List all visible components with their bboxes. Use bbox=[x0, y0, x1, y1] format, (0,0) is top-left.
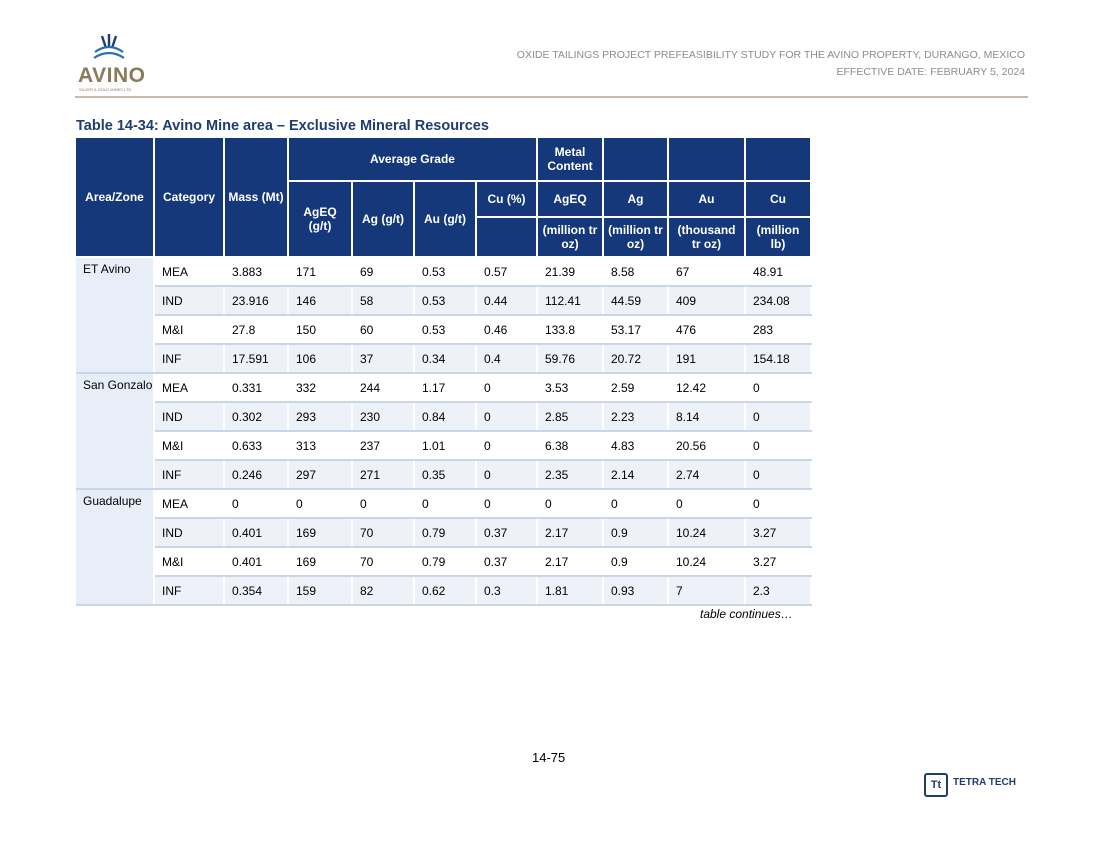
cell-ag-metal: 44.59 bbox=[603, 286, 668, 315]
logo-subtitle: SILVER & GOLD MINES LTD. bbox=[79, 87, 133, 92]
cell-au-grade: 1.17 bbox=[414, 373, 476, 402]
cell-cu-metal: 0 bbox=[745, 489, 811, 518]
cell-ageq-metal: 133.8 bbox=[537, 315, 603, 344]
cell-ageq-grade: 106 bbox=[288, 344, 352, 373]
cell-ageq-grade: 159 bbox=[288, 576, 352, 605]
cell-ageq-metal: 2.85 bbox=[537, 402, 603, 431]
cell-au-metal: 0 bbox=[668, 489, 745, 518]
cell-mass: 0.354 bbox=[224, 576, 288, 605]
cell-au-grade: 0.53 bbox=[414, 315, 476, 344]
col-header-blank bbox=[668, 138, 745, 181]
col-header-ageq-metal: AgEQ bbox=[537, 181, 603, 217]
table-row bbox=[76, 373, 811, 402]
cell-au-metal: 476 bbox=[668, 315, 745, 344]
cell-ag-metal: 0 bbox=[603, 489, 668, 518]
cell-ageq-metal: 2.17 bbox=[537, 518, 603, 547]
table-row bbox=[76, 286, 811, 315]
cell-au-metal: 10.24 bbox=[668, 518, 745, 547]
col-header-ag-grade: Ag (g/t) bbox=[352, 181, 414, 257]
unit-au: (thousand tr oz) bbox=[668, 217, 745, 257]
cell-ageq-grade: 169 bbox=[288, 518, 352, 547]
cell-ageq-grade: 146 bbox=[288, 286, 352, 315]
cell-cu-metal: 48.91 bbox=[745, 257, 811, 286]
cell-category: IND bbox=[154, 286, 224, 315]
cell-au-metal: 67 bbox=[668, 257, 745, 286]
cell-category: MEA bbox=[154, 373, 224, 402]
cell-cu-grade: 0.57 bbox=[476, 257, 537, 286]
cell-ag-grade: 69 bbox=[352, 257, 414, 286]
cell-au-grade: 0.79 bbox=[414, 518, 476, 547]
cell-cu-metal: 3.27 bbox=[745, 518, 811, 547]
cell-cu-grade: 0.37 bbox=[476, 518, 537, 547]
header-rule bbox=[75, 96, 1028, 98]
cell-ageq-metal: 1.81 bbox=[537, 576, 603, 605]
col-header-blank bbox=[603, 138, 668, 181]
avino-logo bbox=[78, 34, 144, 90]
cell-ag-metal: 20.72 bbox=[603, 344, 668, 373]
cell-au-grade: 0.84 bbox=[414, 402, 476, 431]
col-header-au-metal: Au bbox=[668, 181, 745, 217]
col-header-ag-metal: Ag bbox=[603, 181, 668, 217]
cell-mass: 0.302 bbox=[224, 402, 288, 431]
table-row bbox=[76, 576, 811, 605]
cell-ageq-metal: 2.35 bbox=[537, 460, 603, 489]
cell-ageq-grade: 293 bbox=[288, 402, 352, 431]
logo-wordmark: AVINO bbox=[78, 64, 146, 87]
cell-ag-grade: 60 bbox=[352, 315, 414, 344]
col-header-mass: Mass (Mt) bbox=[224, 138, 288, 257]
cell-ag-grade: 70 bbox=[352, 518, 414, 547]
unit-cu: (million lb) bbox=[745, 217, 811, 257]
cell-mass: 0.331 bbox=[224, 373, 288, 402]
cell-au-metal: 409 bbox=[668, 286, 745, 315]
cell-au-grade: 0.34 bbox=[414, 344, 476, 373]
cell-ag-grade: 271 bbox=[352, 460, 414, 489]
cell-ageq-grade: 297 bbox=[288, 460, 352, 489]
cell-ag-grade: 58 bbox=[352, 286, 414, 315]
cell-ag-grade: 37 bbox=[352, 344, 414, 373]
cell-mass: 0.401 bbox=[224, 518, 288, 547]
effective-date: EFFECTIVE DATE: FEBRUARY 5, 2024 bbox=[836, 66, 1025, 78]
col-header-blank bbox=[745, 138, 811, 181]
cell-category: M&I bbox=[154, 431, 224, 460]
zone-cell: San Gonzalo bbox=[76, 373, 154, 489]
cell-cu-grade: 0.37 bbox=[476, 547, 537, 576]
cell-au-grade: 1.01 bbox=[414, 431, 476, 460]
cell-cu-grade: 0.3 bbox=[476, 576, 537, 605]
cell-cu-metal: 0 bbox=[745, 460, 811, 489]
cell-category: INF bbox=[154, 460, 224, 489]
cell-ag-grade: 82 bbox=[352, 576, 414, 605]
tetra-tech-wordmark: TETRA TECH bbox=[953, 777, 1016, 788]
cell-cu-metal: 283 bbox=[745, 315, 811, 344]
cell-ag-metal: 2.59 bbox=[603, 373, 668, 402]
cell-ag-grade: 244 bbox=[352, 373, 414, 402]
cell-mass: 0.246 bbox=[224, 460, 288, 489]
cell-ageq-metal: 2.17 bbox=[537, 547, 603, 576]
col-header-cu-grade: Cu (%) bbox=[476, 181, 537, 217]
cell-category: INF bbox=[154, 576, 224, 605]
cell-mass: 23.916 bbox=[224, 286, 288, 315]
table-body bbox=[76, 257, 811, 605]
cell-ageq-metal: 112.41 bbox=[537, 286, 603, 315]
col-header-au-grade: Au (g/t) bbox=[414, 181, 476, 257]
table-row bbox=[76, 315, 811, 344]
col-header-average-grade: Average Grade bbox=[288, 138, 537, 181]
table-row bbox=[76, 489, 811, 518]
cell-au-grade: 0.53 bbox=[414, 257, 476, 286]
col-header-area: Area/Zone bbox=[76, 138, 154, 257]
cell-cu-grade: 0 bbox=[476, 402, 537, 431]
table-continues-note: table continues… bbox=[700, 607, 793, 621]
cell-ag-grade: 230 bbox=[352, 402, 414, 431]
cell-au-grade: 0 bbox=[414, 489, 476, 518]
cell-cu-grade: 0.4 bbox=[476, 344, 537, 373]
cell-cu-grade: 0 bbox=[476, 460, 537, 489]
cell-category: IND bbox=[154, 518, 224, 547]
cell-cu-metal: 3.27 bbox=[745, 547, 811, 576]
cell-au-grade: 0.53 bbox=[414, 286, 476, 315]
cell-ag-metal: 0.9 bbox=[603, 518, 668, 547]
cell-cu-metal: 154.18 bbox=[745, 344, 811, 373]
cell-cu-metal: 0 bbox=[745, 402, 811, 431]
cell-cu-grade: 0.44 bbox=[476, 286, 537, 315]
cell-au-metal: 2.74 bbox=[668, 460, 745, 489]
cell-au-metal: 12.42 bbox=[668, 373, 745, 402]
col-header-blank bbox=[476, 217, 537, 257]
table-row bbox=[76, 431, 811, 460]
cell-ageq-metal: 6.38 bbox=[537, 431, 603, 460]
unit-ageq: (million tr oz) bbox=[537, 217, 603, 257]
cell-au-metal: 10.24 bbox=[668, 547, 745, 576]
cell-ageq-metal: 3.53 bbox=[537, 373, 603, 402]
table-row bbox=[76, 344, 811, 373]
cell-au-grade: 0.62 bbox=[414, 576, 476, 605]
cell-cu-grade: 0.46 bbox=[476, 315, 537, 344]
cell-mass: 27.8 bbox=[224, 315, 288, 344]
cell-ag-grade: 0 bbox=[352, 489, 414, 518]
cell-ageq-grade: 332 bbox=[288, 373, 352, 402]
cell-mass: 3.883 bbox=[224, 257, 288, 286]
cell-ag-metal: 0.9 bbox=[603, 547, 668, 576]
cell-mass: 0.401 bbox=[224, 547, 288, 576]
cell-ag-metal: 4.83 bbox=[603, 431, 668, 460]
col-header-metal-content: Metal Content bbox=[537, 138, 603, 181]
cell-ag-metal: 53.17 bbox=[603, 315, 668, 344]
tetra-tech-mark: Tt bbox=[924, 773, 948, 797]
report-title: OXIDE TAILINGS PROJECT PREFEASIBILITY STUDY FOR THE AVINO PROPERTY, DURANGO, MEXICO bbox=[516, 49, 1025, 61]
cell-category: MEA bbox=[154, 489, 224, 518]
cell-cu-grade: 0 bbox=[476, 489, 537, 518]
zone-cell: Guadalupe bbox=[76, 489, 154, 605]
table-row bbox=[76, 518, 811, 547]
cell-au-grade: 0.35 bbox=[414, 460, 476, 489]
cell-ag-metal: 0.93 bbox=[603, 576, 668, 605]
col-header-cu-metal: Cu bbox=[745, 181, 811, 217]
cell-category: MEA bbox=[154, 257, 224, 286]
cell-cu-metal: 0 bbox=[745, 431, 811, 460]
cell-ageq-grade: 313 bbox=[288, 431, 352, 460]
cell-category: INF bbox=[154, 344, 224, 373]
zone-cell: ET Avino bbox=[76, 257, 154, 373]
table-caption: Table 14-34: Avino Mine area – Exclusive Mineral Resources bbox=[76, 118, 489, 134]
cell-ageq-grade: 0 bbox=[288, 489, 352, 518]
cell-category: M&I bbox=[154, 547, 224, 576]
cell-ageq-grade: 169 bbox=[288, 547, 352, 576]
cell-mass: 0 bbox=[224, 489, 288, 518]
cell-ag-grade: 237 bbox=[352, 431, 414, 460]
table-row bbox=[76, 547, 811, 576]
unit-ag: (million tr oz) bbox=[603, 217, 668, 257]
cell-cu-metal: 234.08 bbox=[745, 286, 811, 315]
cell-au-grade: 0.79 bbox=[414, 547, 476, 576]
table-row bbox=[76, 402, 811, 431]
cell-category: IND bbox=[154, 402, 224, 431]
cell-cu-metal: 2.3 bbox=[745, 576, 811, 605]
cell-ageq-grade: 150 bbox=[288, 315, 352, 344]
cell-ag-grade: 70 bbox=[352, 547, 414, 576]
cell-category: M&I bbox=[154, 315, 224, 344]
avino-logo-icon bbox=[92, 34, 126, 64]
table-row bbox=[76, 257, 811, 286]
cell-mass: 17.591 bbox=[224, 344, 288, 373]
cell-ageq-metal: 21.39 bbox=[537, 257, 603, 286]
page-number: 14-75 bbox=[532, 750, 566, 765]
cell-mass: 0.633 bbox=[224, 431, 288, 460]
col-header-category: Category bbox=[154, 138, 224, 257]
cell-au-metal: 191 bbox=[668, 344, 745, 373]
resources-table bbox=[76, 138, 812, 606]
col-header-ageq-grade: AgEQ (g/t) bbox=[288, 181, 352, 257]
cell-au-metal: 7 bbox=[668, 576, 745, 605]
cell-ag-metal: 2.23 bbox=[603, 402, 668, 431]
cell-ageq-grade: 171 bbox=[288, 257, 352, 286]
cell-au-metal: 20.56 bbox=[668, 431, 745, 460]
cell-ag-metal: 2.14 bbox=[603, 460, 668, 489]
table-row bbox=[76, 460, 811, 489]
cell-ageq-metal: 59.76 bbox=[537, 344, 603, 373]
cell-cu-grade: 0 bbox=[476, 373, 537, 402]
cell-cu-grade: 0 bbox=[476, 431, 537, 460]
cell-au-metal: 8.14 bbox=[668, 402, 745, 431]
cell-ageq-metal: 0 bbox=[537, 489, 603, 518]
cell-ag-metal: 8.58 bbox=[603, 257, 668, 286]
cell-cu-metal: 0 bbox=[745, 373, 811, 402]
